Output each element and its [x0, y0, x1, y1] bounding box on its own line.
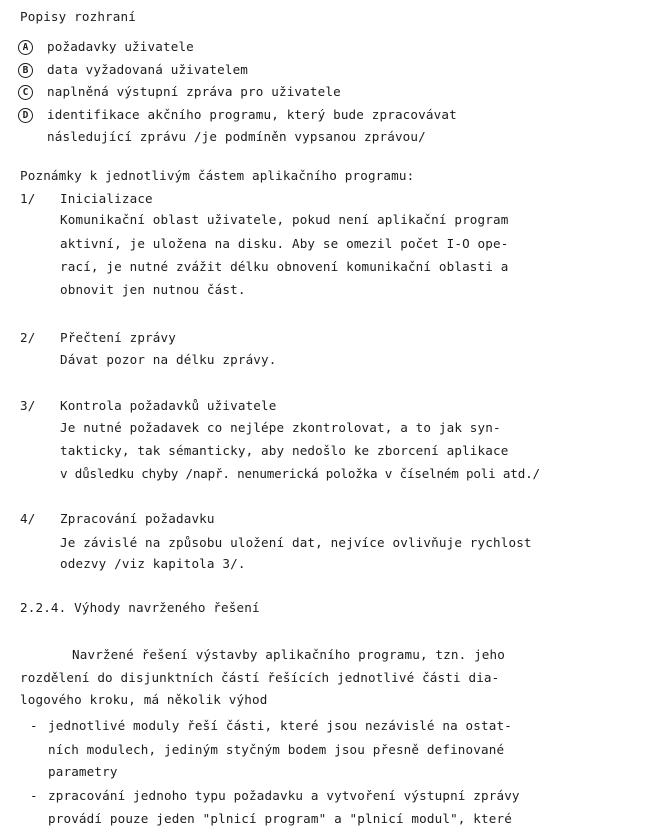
note-3-line: Je nutné požadavek co nejlépe zkontrolovat, a to jak syn- [60, 420, 501, 435]
item-d-continuation: následující zprávu /je podmíněn vypsanou zprávou/ [47, 129, 426, 144]
bullet-1-line: parametry [48, 764, 118, 779]
note-1-line: aktivní, je uložena na disku. Aby se omezil počet I-O ope- [60, 236, 509, 251]
bullet-2-line: provádí pouze jeden "plnicí program" a "plnicí modul", které [48, 811, 512, 826]
note-1-title: Inicializace [60, 191, 153, 206]
item-a-text: požadavky uživatele [47, 39, 194, 54]
bullet-1-dash: - [30, 718, 38, 733]
note-4-title: Zpracování požadavku [60, 511, 215, 526]
note-2-title: Přečtení zprávy [60, 330, 176, 345]
item-d-mark: D [18, 108, 33, 123]
bullet-1-line: ních modulech, jediným styčným bodem jsou přesně definované [48, 742, 505, 757]
note-3-line: v důsledku chyby /např. nenumerická položka v číselném poli atd./ [60, 466, 540, 481]
item-c-mark: C [18, 85, 33, 100]
notes-heading: Poznámky k jednotlivým částem aplikačního programu: [20, 168, 415, 183]
note-1-line: rací, je nutné zvážit délku obnovení komunikační oblasti a [60, 259, 509, 274]
doc-heading: Popisy rozhraní [20, 9, 136, 24]
note-3-title: Kontrola požadavků uživatele [60, 398, 277, 413]
note-4-line: odezvy /viz kapitola 3/. [60, 556, 246, 571]
note-1-number: 1/ [20, 191, 36, 206]
bullet-2-line: zpracování jednoho typu požadavku a vytvoření výstupní zprávy [48, 788, 520, 803]
note-2-line: Dávat pozor na délku zprávy. [60, 352, 277, 367]
item-d-text: identifikace akčního programu, který bude zpracovávat [47, 107, 457, 122]
item-c-text: naplněná výstupní zpráva pro uživatele [47, 84, 341, 99]
note-1-line: obnovit jen nutnou část. [60, 282, 246, 297]
bullet-2-dash: - [30, 788, 38, 803]
note-1-line: Komunikační oblast uživatele, pokud není aplikační program [60, 212, 509, 227]
section-heading: 2.2.4. Výhody navrženého řešení [20, 600, 260, 615]
item-b-mark: B [18, 63, 33, 78]
paragraph-line: Navržené řešení výstavby aplikačního programu, tzn. jeho [72, 647, 505, 662]
note-4-line: Je závislé na způsobu uložení dat, nejvíce ovlivňuje rychlost [60, 535, 532, 550]
item-b-text: data vyžadovaná uživatelem [47, 62, 249, 77]
bullet-1-line: jednotlivé moduly řeší části, které jsou nezávislé na ostat- [48, 718, 512, 733]
note-3-number: 3/ [20, 398, 36, 413]
paragraph-line: logového kroku, má několik výhod [20, 692, 268, 707]
item-a-mark: A [18, 40, 33, 55]
paragraph-line: rozdělení do disjunktních částí řešících jednotlivé části dia- [20, 670, 500, 685]
note-4-number: 4/ [20, 511, 36, 526]
note-3-line: takticky, tak sémanticky, aby nedošlo ke zborcení aplikace [60, 443, 509, 458]
note-2-number: 2/ [20, 330, 36, 345]
